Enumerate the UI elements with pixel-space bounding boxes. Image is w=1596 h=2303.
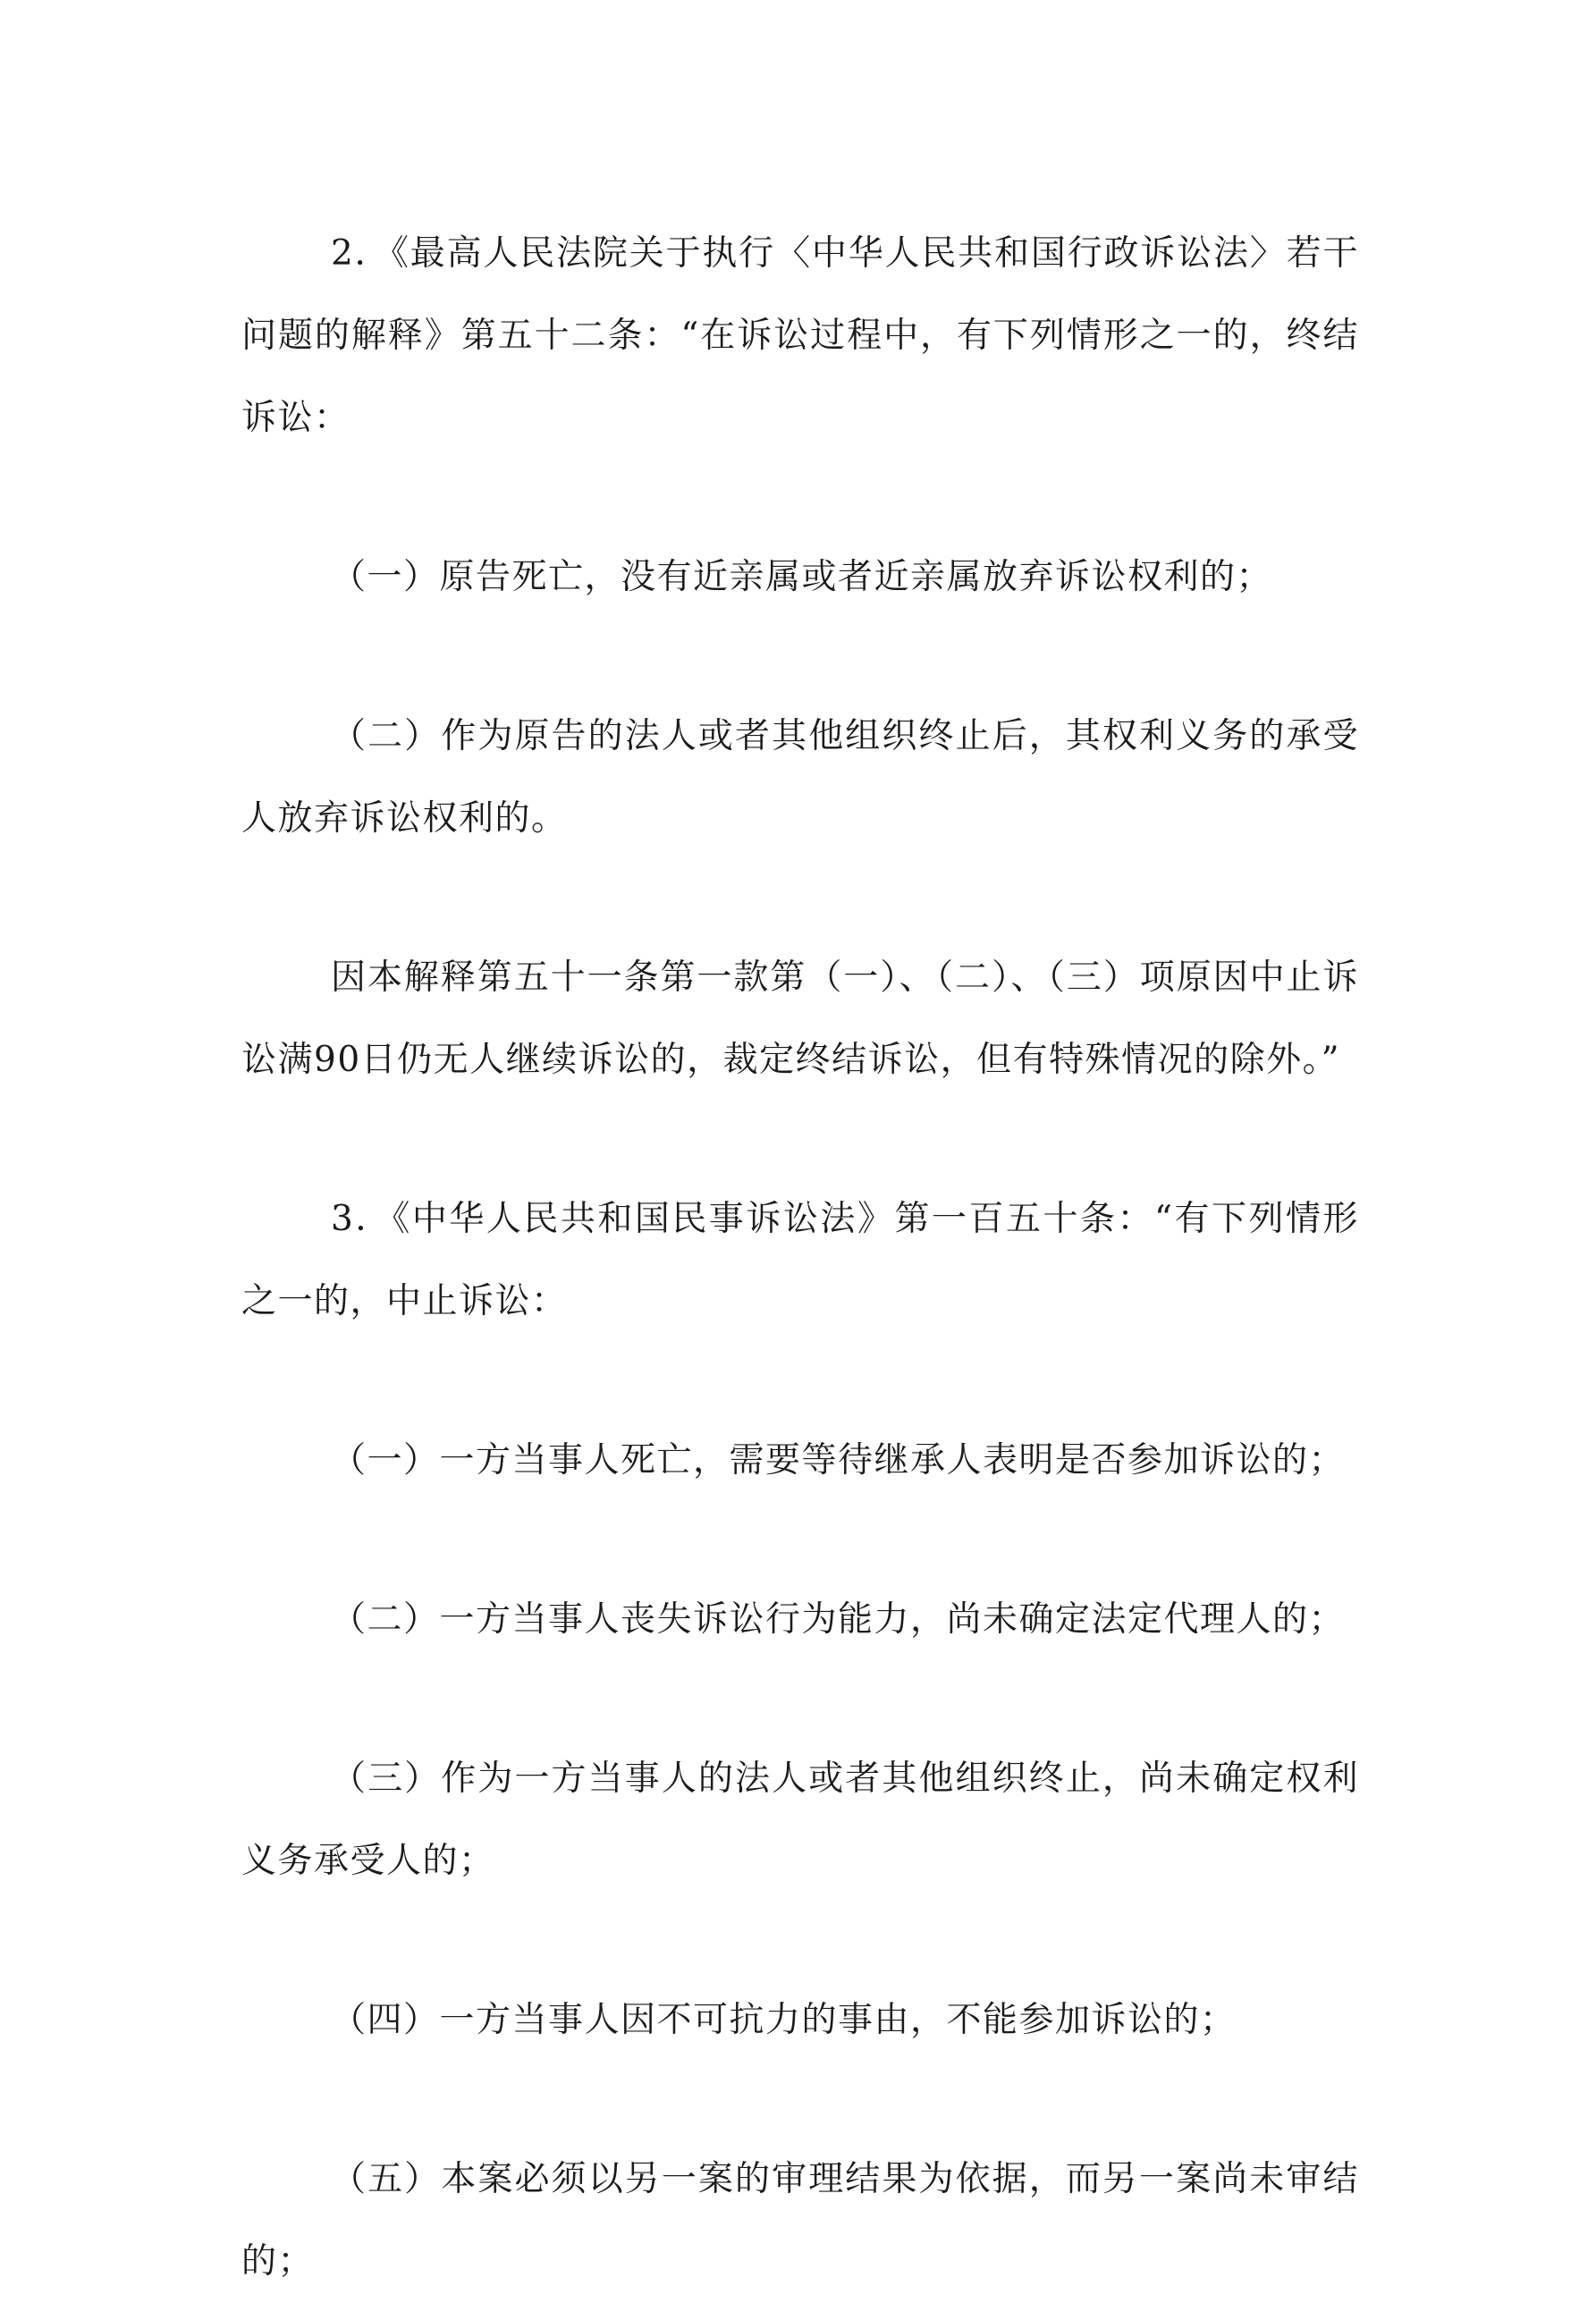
paragraph-suspend-item-1: （一）一方当事人死亡，需要等待继承人表明是否参加诉讼的； xyxy=(331,1440,1346,1480)
paragraph-item-1: （一）原告死亡，没有近亲属或者近亲属放弃诉讼权利的； xyxy=(331,557,1273,597)
paragraph-suspend-item-5: （五）本案必须以另一案的审理结果为依据，而另一案尚未审结的； xyxy=(241,2159,1359,2282)
paragraph-article-150: 3．《中华人民共和国民事诉讼法》第一百五十条：“有下列情形之一的，中止诉讼： xyxy=(241,1199,1359,1321)
paragraph-article-52: 2．《最高人民法院关于执行〈中华人民共和国行政诉讼法〉若干问题的解释》第五十二条：“在诉讼过程中，有下列情形之一的，终结诉讼： xyxy=(241,233,1359,438)
body-text xyxy=(241,213,1359,2303)
paragraph-suspend-item-3: （三）作为一方当事人的法人或者其他组织终止，尚未确定权利义务承受人的； xyxy=(241,1759,1359,1881)
paragraph-suspend-item-4: （四）一方当事人因不可抗力的事由，不能参加诉讼的； xyxy=(331,2000,1237,2040)
paragraph-item-2: （二）作为原告的法人或者其他组织终止后，其权利义务的承受人放弃诉讼权利的。 xyxy=(241,716,1359,839)
paragraph-suspend-item-2: （二）一方当事人丧失诉讼行为能力，尚未确定法定代理人的； xyxy=(331,1599,1346,1640)
paragraph-article-52-clause: 因本解释第五十一条第一款第（一）、（二）、（三）项原因中止诉讼满90日仍无人继续诉讼的，裁定终结诉讼，但有特殊情况的除外。” xyxy=(241,957,1359,1080)
